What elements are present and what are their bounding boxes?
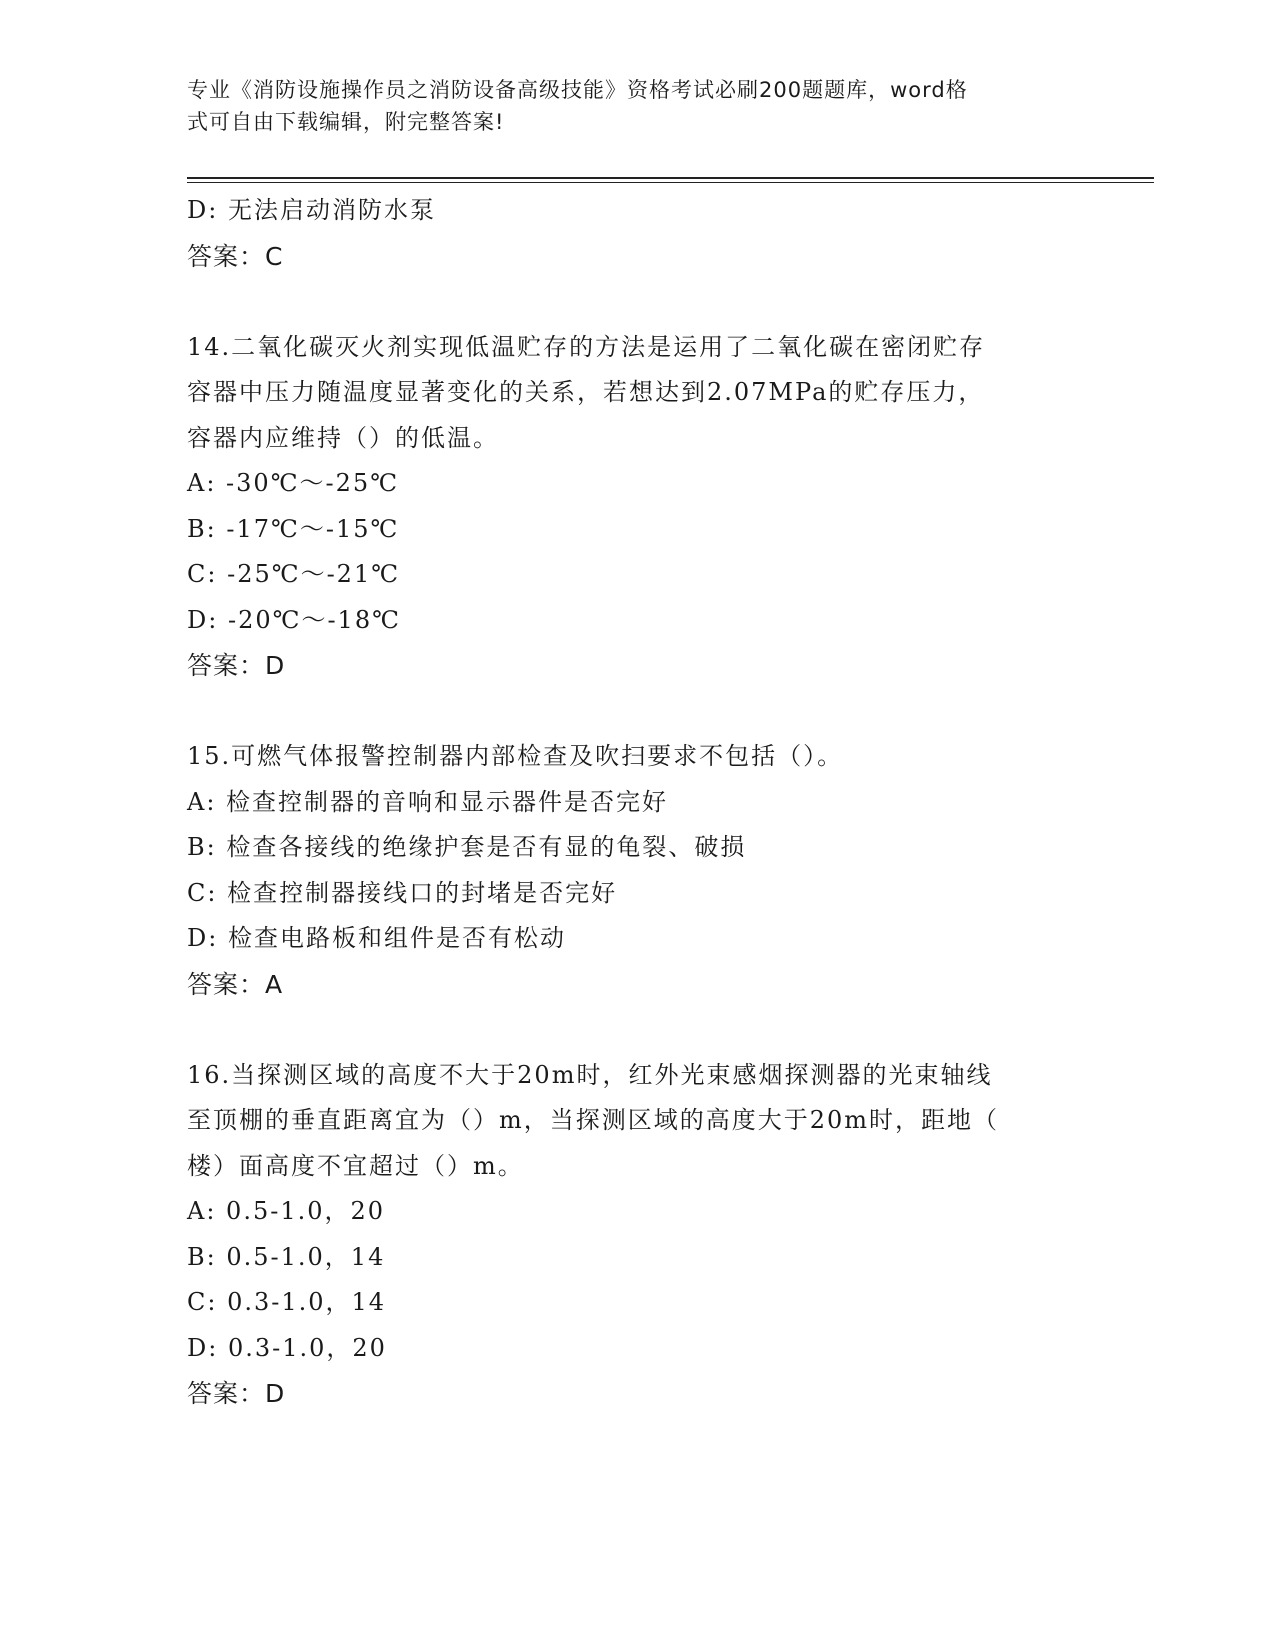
header-rule-thin [187,182,1154,183]
option-c: C: 0.3-1.0，14 [187,1288,387,1316]
question-stem: 容器内应维持（）的低温。 [187,423,499,452]
answer: 答案：C [187,241,284,271]
question-stem: 15.可燃气体报警控制器内部检查及吹扫要求不包括（）。 [187,742,844,770]
question-16 [187,1053,1087,1417]
question-stem: 至顶棚的垂直距离宜为（）m，当探测区域的高度大于20m时，距地（ [187,1106,1000,1134]
header-rule-thick [187,177,1154,179]
option-b: B: -17℃～-15℃ [187,514,400,543]
spacer [187,689,1087,735]
option-c: C: 检查控制器接线口的封堵是否完好 [187,878,618,907]
question-13-tail [187,188,1087,279]
answer: 答案：D [187,1379,286,1408]
option-d: D: 无法启动消防水泵 [187,196,436,224]
option-a: A: -30℃～-25℃ [187,469,400,497]
option-a: A: 0.5-1.0，20 [187,1197,386,1225]
option-d: D: 检查电路板和组件是否有松动 [187,924,566,952]
answer: 答案：A [187,969,284,999]
option-b: B: 检查各接线的绝缘护套是否有显的龟裂、破损 [187,833,747,861]
question-15 [187,734,1087,1007]
option-d: D: -20℃～-18℃ [187,605,401,634]
option-b: B: 0.5-1.0，14 [187,1242,386,1271]
option-a: A: 检查控制器的音响和显示器件是否完好 [187,787,669,816]
option-c: C: -25℃～-21℃ [187,560,401,588]
spacer [187,1007,1087,1053]
page-header [187,74,1067,138]
answer: 答案：D [187,651,286,680]
question-content [187,188,1087,1417]
header-line-2: 式可自由下载编辑，附完整答案! [187,110,505,134]
question-stem: 16.当探测区域的高度不大于20m时，红外光束感烟探测器的光束轴线 [187,1060,993,1089]
question-stem: 容器中压力随温度显著变化的关系，若想达到2.07MPa的贮存压力， [187,378,985,406]
spacer [187,279,1087,325]
question-stem: 14.二氧化碳灭火剂实现低温贮存的方法是运用了二氧化碳在密闭贮存 [187,332,986,361]
header-line-1: 专业《消防设施操作员之消防设备高级技能》资格考试必刷200题题库，word格 [187,78,968,102]
question-stem: 楼）面高度不宜超过（）m。 [187,1151,524,1180]
question-14 [187,325,1087,689]
option-d: D: 0.3-1.0，20 [187,1333,387,1362]
